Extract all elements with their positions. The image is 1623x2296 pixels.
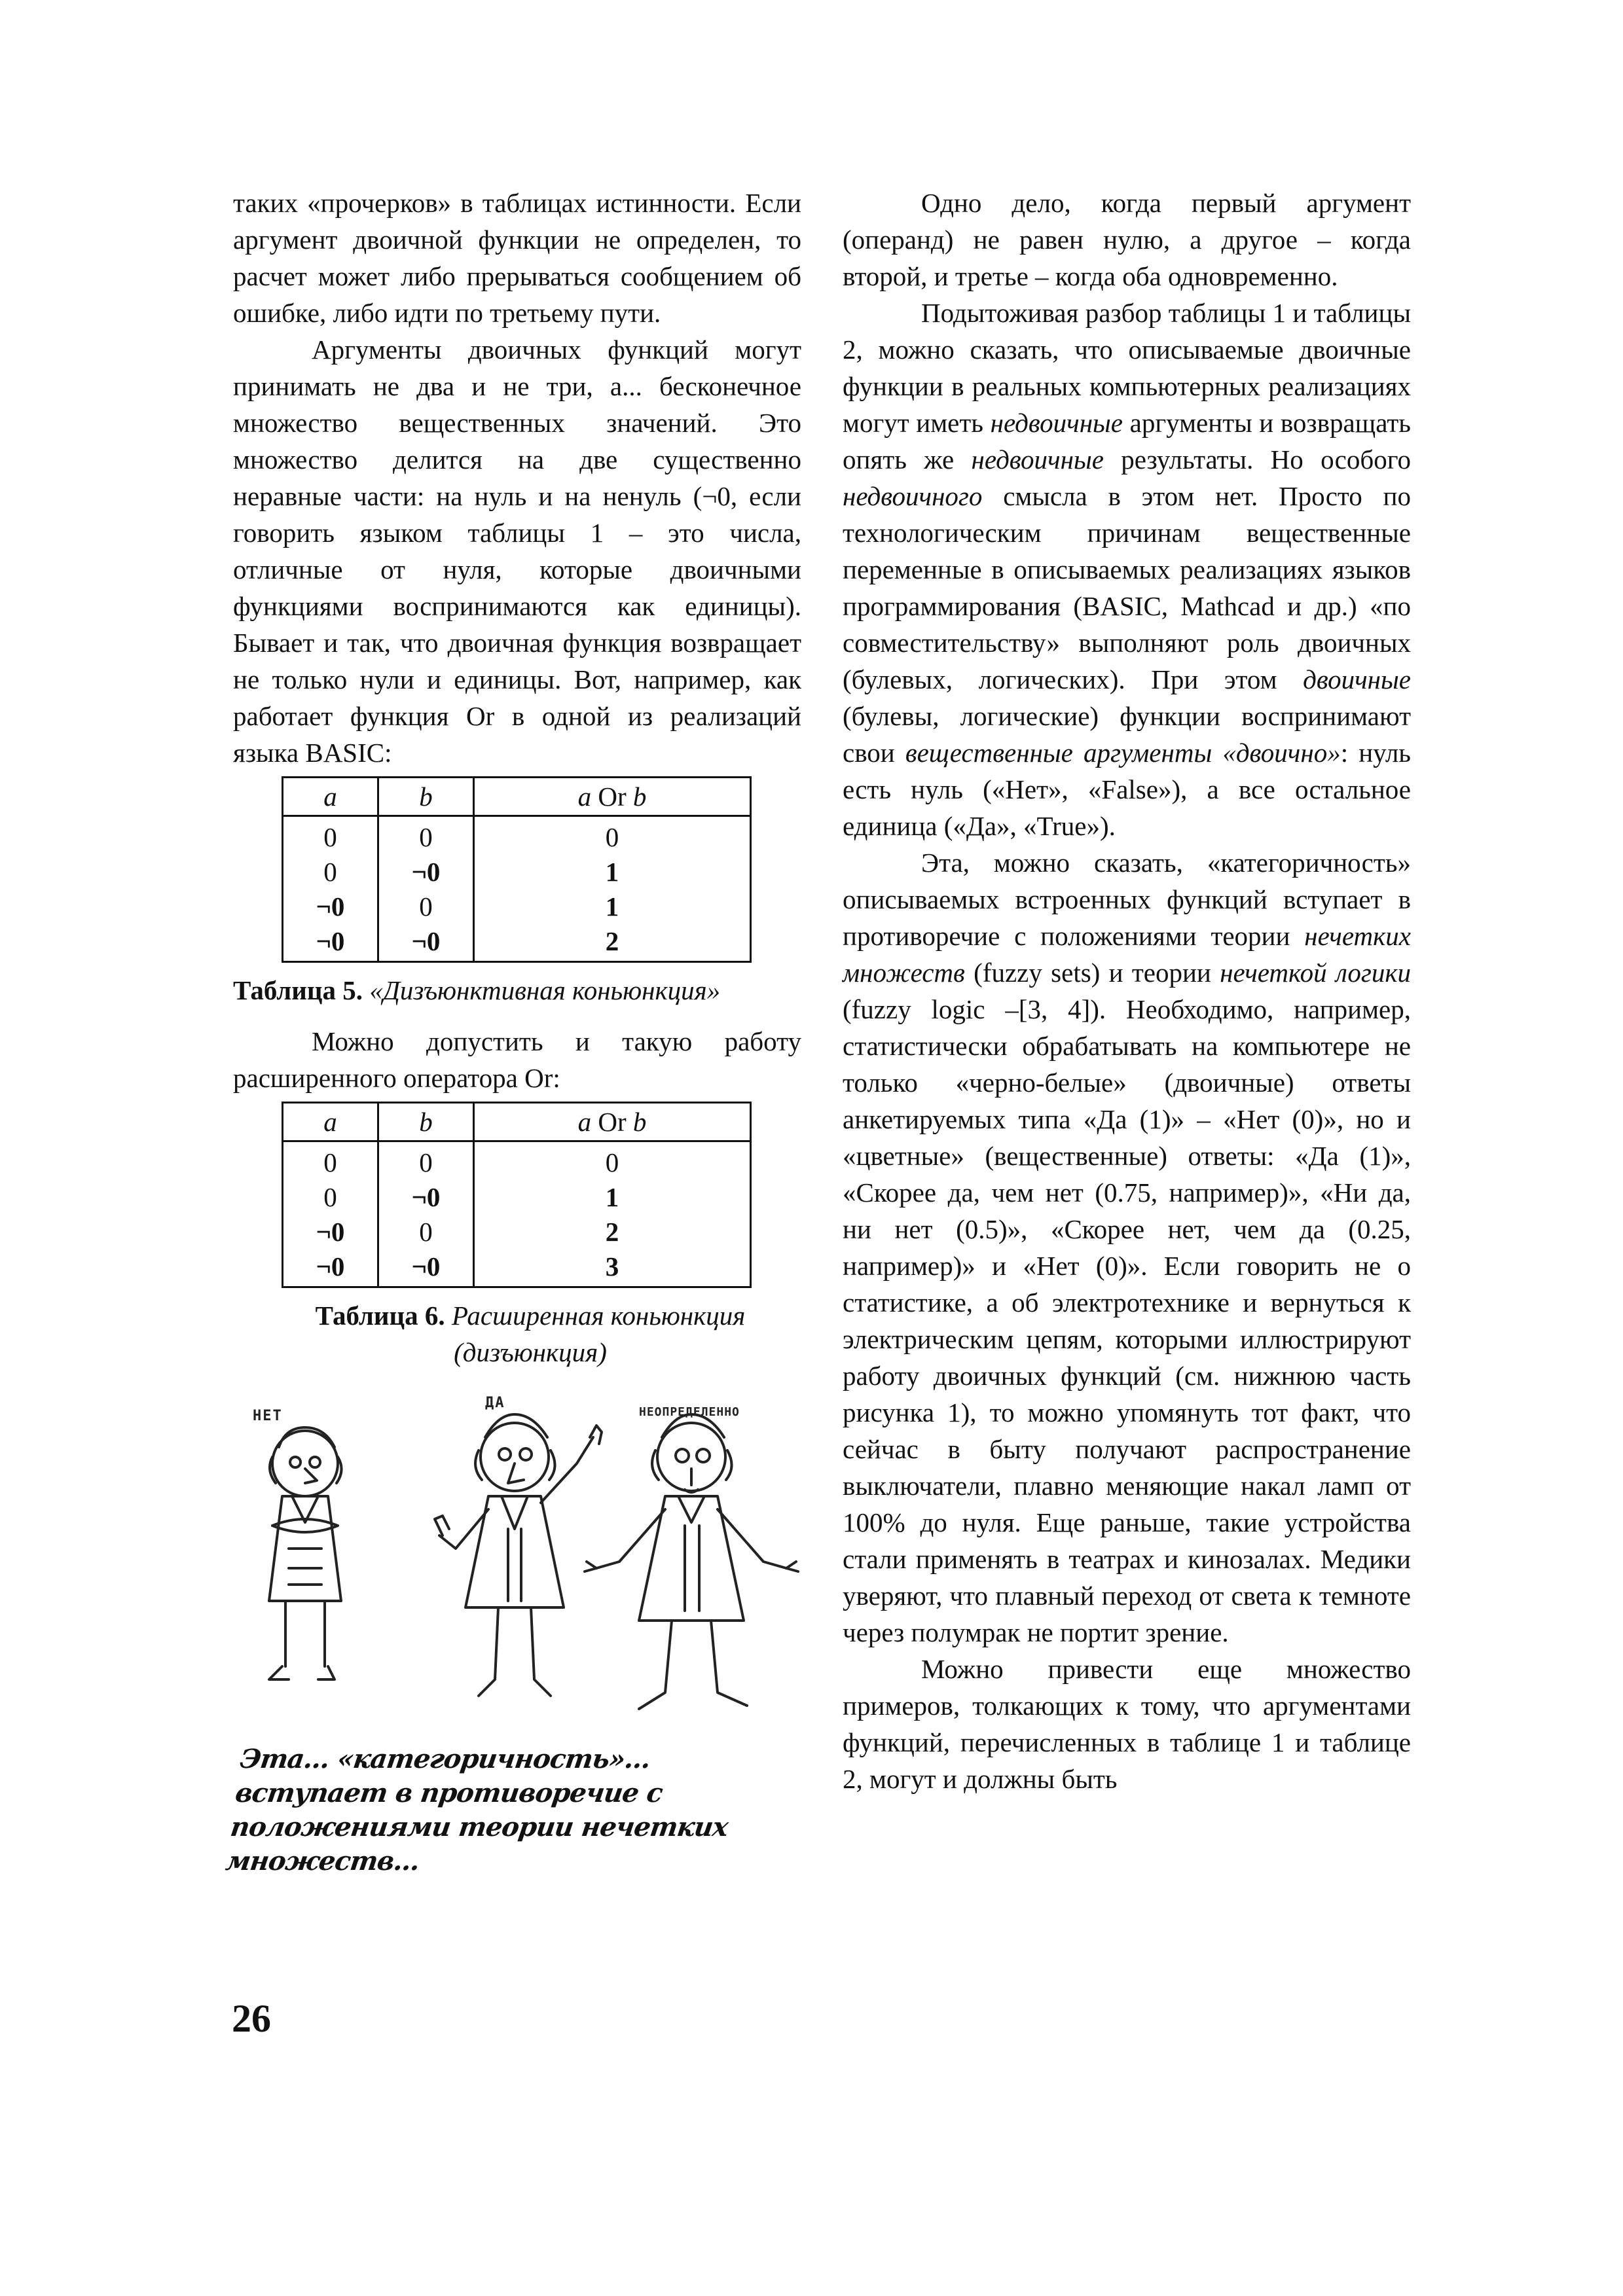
table-cell: 0	[283, 1179, 378, 1214]
table-row	[283, 1214, 751, 1249]
table-cell: ¬0	[283, 889, 378, 924]
table-row	[283, 1179, 751, 1214]
table-cell: 1	[474, 1179, 751, 1214]
table-cell: 2	[474, 924, 751, 962]
paragraph: таких «прочерков» в таблицах истинности. Если аргумент двоичной функции не определен, то расчет может либо прерываться сообщением об ошибке, либо идти по третьему пути.	[233, 188, 801, 328]
right-column	[843, 185, 1411, 1797]
truth-table-6	[282, 1102, 752, 1288]
figure-yes-icon	[435, 1414, 602, 1696]
figure-no-icon	[269, 1427, 342, 1679]
table-cell: ¬0	[378, 1179, 474, 1214]
caption-label: Таблица 5.	[233, 975, 363, 1005]
caption-text: «Дизъюнктивная коньюнкция»	[369, 975, 721, 1005]
cartoon-figure	[233, 1385, 822, 1738]
table-cell: 0	[474, 1141, 751, 1180]
caption-label: Таблица 6.	[315, 1300, 445, 1331]
figure-label-undefined: НЕОПРЕДЕЛЕННО	[639, 1405, 740, 1419]
table-header: b	[378, 778, 474, 816]
table-cell: 0	[378, 1214, 474, 1249]
cartoon-figures-icon	[233, 1385, 822, 1738]
table-row	[283, 889, 751, 924]
table-cell: 2	[474, 1214, 751, 1249]
table-cell: 0	[283, 854, 378, 889]
figure-label-no: НЕТ	[253, 1408, 283, 1424]
table-row	[283, 1141, 751, 1180]
table-cell: 0	[378, 816, 474, 855]
table-cell: 0	[283, 1141, 378, 1180]
table-row	[283, 854, 751, 889]
table-cell: 0	[378, 889, 474, 924]
table-cell: ¬0	[378, 854, 474, 889]
table-header: b	[378, 1103, 474, 1141]
table-6-caption	[233, 1297, 801, 1371]
table-cell: ¬0	[283, 1214, 378, 1249]
table-row	[283, 1249, 751, 1287]
table-cell: 1	[474, 854, 751, 889]
table-header: a Or b	[474, 1103, 751, 1141]
table-cell: 0	[283, 816, 378, 855]
table-cell: 3	[474, 1249, 751, 1287]
table-5-caption	[233, 972, 801, 1009]
figure-label-yes: ДА	[485, 1395, 505, 1411]
table-cell: ¬0	[283, 1249, 378, 1287]
table-header: a	[283, 778, 378, 816]
paragraph: Одно дело, когда первый аргумент (операнд) не равен нулю, а другое – когда второй, и третье – когда оба одновременно.	[843, 188, 1411, 291]
table-cell: 0	[378, 1141, 474, 1180]
table-cell: ¬0	[378, 1249, 474, 1287]
table-row	[283, 924, 751, 962]
table-header: a	[283, 1103, 378, 1141]
left-column	[223, 185, 801, 1878]
paragraph: Аргументы двоичных функций могут принимать не два и не три, а... бесконечное множество вещественных значений. Это множество делится на две существенно неравные части: на нуль и на ненуль (¬0, если говорить языком таблицы 1 – это числа, отличные от нуля, которые двоичными функциями воспринимаются как единицы). Бывает и так, что двоичная функция возвращает не только нули и единицы. Вот, например, как работает функция Or в одной из реализаций языка BASIC:	[233, 334, 801, 768]
paragraph: Подытоживая разбор таблицы 1 и таблицы 2, можно сказать, что описываемые двоичные функции в реальных компьютерных реализациях могут иметь недвоичные аргументы и возвращать опять же недвоичные результаты. Но особого недвоичного смысла в этом нет. Просто по технологическим причинам вещественные переменные в описываемых реализациях языков программирования (BASIC, Mathcad и др.) «по совместительству» выполняют роль двоичных (булевых, логических). При этом двоичные (булевы, логические) функции воспринимают свои вещественные аргументы «двоично»: нуль есть нуль («Нет», «False»), а все остальное единица («Да», «True»).	[843, 298, 1411, 841]
figure-caption: Эта... «категоричность»... вступает в противоречие с положениями теории нечетких множеств...	[223, 1744, 730, 1876]
table-cell: ¬0	[378, 924, 474, 962]
table-cell: ¬0	[283, 924, 378, 962]
paragraph: Можно допустить и такую работу расширенного оператора Or:	[233, 1026, 801, 1093]
table-cell: 0	[474, 816, 751, 855]
figure-undefined-icon	[585, 1414, 798, 1709]
table-cell: 1	[474, 889, 751, 924]
page-number: 26	[232, 1997, 271, 2040]
table-header: a Or b	[474, 778, 751, 816]
table-row	[283, 816, 751, 855]
paragraph: Можно привести еще множество примеров, толкающих к тому, что аргументами функций, перечисленных в таблице 1 и таблице 2, могут и должны быть	[843, 1654, 1411, 1794]
caption-text: Расширенная коньюнкция (дизъюнкция)	[451, 1300, 746, 1367]
truth-table-5	[282, 776, 752, 963]
paragraph: Эта, можно сказать, «категоричность» описываемых встроенных функций вступает в противоречие с положениями теории нечетких множеств (fuzzy sets) и теории нечеткой логики (fuzzy logic –[3, 4]). Необходимо, например, статистически обрабатывать на компьютере не только «черно-белые» (двоичные) ответы анкетируемых типа «Да (1)» – «Нет (0)», но и «цветные» (вещественные) ответы: «Да (1)», «Скорее да, чем нет (0.75, например)», «Ни да, ни нет (0.5)», «Скорее нет, чем да (0.25, например)» и «Нет (0)». Если говорить не о статистике, а об электротехнике и вернуться к электрическим цепям, которыми иллюстрируют работу двоичных функций (см. нижнюю часть рисунка 1), то можно упомянуть тот факт, что сейчас в быту получают распространение выключатели, плавно меняющие накал ламп от 100% до нуля. Еще раньше, такие устройства стали применять в театрах и кинозалах. Медики уверяют, что плавный переход от света к темноте через полумрак не портит зрение.	[843, 848, 1412, 1647]
